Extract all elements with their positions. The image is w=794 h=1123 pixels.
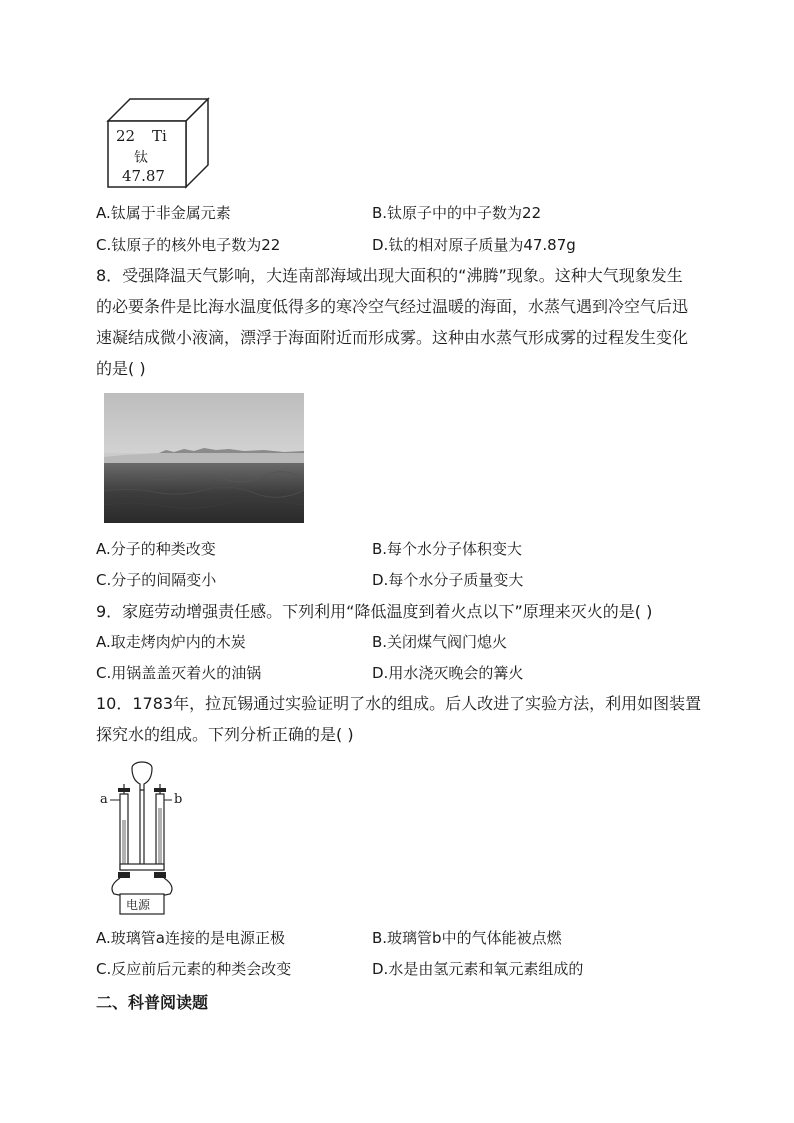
q7-option-a: A.钛属于非金属元素 (96, 204, 231, 222)
q10-stem-line-2: 探究水的组成。下列分析正确的是( ) (96, 725, 354, 744)
element-name: 钛 (134, 150, 148, 166)
q8-stem-line-3: 速凝结成微小液滴，漂浮于海面附近而形成雾。这种由水蒸气形成雾的过程发生变化 (96, 328, 689, 347)
q10-option-c: C.反应前后元素的种类会改变 (96, 960, 292, 978)
q8-stem-line-2: 的必要条件是比海水温度低得多的寒冷空气经过温暖的海面，水蒸气遇到冷空气后迅 (96, 297, 689, 316)
section-title: 二、科普阅读题 (96, 993, 209, 1012)
q8-stem-line-1: 8．受强降温天气影响，大连南部海域出现大面积的“沸腾”现象。这种大气现象发生 (96, 266, 683, 285)
electrolysis-apparatus (98, 760, 198, 916)
element-card-figure (100, 95, 212, 191)
q7-option-c: C.钛原子的核外电子数为22 (96, 236, 281, 254)
element-symbol: Ti (152, 127, 167, 145)
q9-option-b: B.关闭煤气阀门熄火 (372, 633, 508, 651)
q10-stem-line-1: 10．1783年，拉瓦锡通过实验证明了水的组成。后人改进了实验方法，利用如图装置 (96, 694, 702, 713)
q9-option-c: C.用锅盖盖灭着火的油锅 (96, 664, 262, 682)
power-supply-label: 电源 (126, 898, 151, 912)
q8-option-a: A.分子的种类改变 (96, 540, 216, 558)
q7-option-d: D.钛的相对原子质量为47.87g (372, 236, 576, 254)
q8-option-c: C.分子的间隔变小 (96, 571, 217, 589)
tube-b-label: b (174, 792, 183, 807)
sea-fog-photo (104, 393, 304, 523)
q9-option-d: D.用水浇灭晚会的篝火 (372, 664, 524, 682)
q7-option-b: B.钛原子中的中子数为22 (372, 204, 542, 222)
q8-stem-line-4: 的是( ) (96, 359, 146, 378)
tube-a-label: a (100, 792, 108, 807)
q10-option-b: B.玻璃管b中的气体能被点燃 (372, 929, 562, 947)
atomic-mass: 47.87 (122, 167, 165, 185)
q10-option-d: D.水是由氢元素和氧元素组成的 (372, 960, 584, 978)
q8-option-b: B.每个水分子体积变大 (372, 540, 523, 558)
q9-stem-line-1: 9．家庭劳动增强责任感。下列利用“降低温度到着火点以下”原理来灭火的是( ) (96, 602, 653, 621)
q8-option-d: D.每个水分子质量变大 (372, 571, 524, 589)
atomic-number: 22 (116, 127, 136, 145)
q10-option-a: A.玻璃管a连接的是电源正极 (96, 929, 285, 947)
q9-option-a: A.取走烤肉炉内的木炭 (96, 633, 246, 651)
